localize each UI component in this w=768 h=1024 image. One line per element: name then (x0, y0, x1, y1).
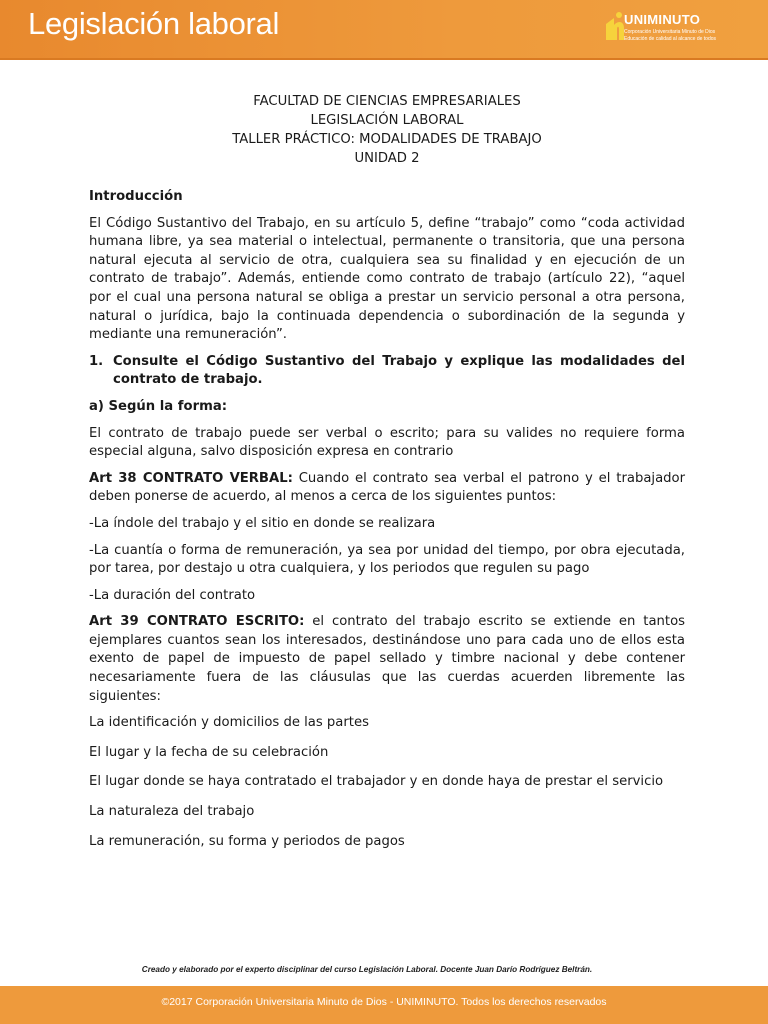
header-bar (0, 0, 768, 60)
intro-paragraph: El Código Sustantivo del Trabajo, en su artículo 5, define “trabajo” como “coda actividad humana libre, ya sea material o intelectual, permanente o transitoria, que una persona natural ejecuta al servicio de otra, cualquiera sea su finalidad y en ejecución de un contrato de trabajo”. Además, entiende como contrato de trabajo (artículo 22), “aquel por el cual una persona natural se obliga a prestar un servicio personal a otra persona, natural o jurídica, bajo la continuada dependencia o subordinación de la segunda y mediante una remuneración”. (89, 215, 685, 343)
verbal-point: -La índole del trabajo y el sitio en donde se realizara (89, 515, 436, 531)
intro-heading: Introducción (89, 189, 183, 204)
author-credit: Creado y elaborado por el experto disciplinar del curso Legislación Laboral. Docente Juan Darío Rodríguez Beltrán. (141, 965, 593, 974)
uniminuto-logo (602, 10, 742, 46)
title-workshop: TALLER PRÁCTICO: MODALIDADES DE TRABAJO (232, 132, 542, 147)
logo-name: UNIMINUTO (624, 12, 701, 27)
document-titles (89, 92, 685, 168)
art39-text: el contrato del trabajo escrito se extiende en tantos ejemplares cuantos sean los interesados, destinándose uno para cada uno de ellos esta exento de papel de impuesto de papel sellado y timbre nacional y debe contener necesariamente fuera de las cláusulas que las cuerdas acuerden libremente las siguientes: (89, 614, 686, 704)
footer-copyright: ©2017 Corporación Universitaria Minuto de Dios - UNIMINUTO. Todos los derechos reservados (161, 996, 607, 1008)
title-faculty: FACULTAD DE CIENCIAS EMPRESARIALES (253, 94, 521, 109)
title-course: LEGISLACIÓN LABORAL (310, 113, 464, 128)
written-point: El lugar donde se haya contratado el trabajador y en donde haya de prestar el servicio (89, 774, 664, 790)
art38-label: Art 38 CONTRATO VERBAL: (89, 470, 293, 486)
document-body (89, 92, 685, 862)
art38-paragraph (89, 470, 685, 507)
question-text: Consulte el Código Sustantivo del Trabajo y explique las modalidades del contrato de trabajo. (113, 353, 685, 388)
footer-bar (0, 986, 768, 1024)
art39-paragraph (89, 613, 685, 706)
written-point: La remuneración, su forma y periodos de pagos (89, 833, 405, 849)
art38-text: Cuando el contrato sea verbal el patrono y el trabajador deben ponerse de acuerdo, al menos a cerca de los siguientes puntos: (89, 470, 686, 505)
logo-subtitle: Corporación Universitaria Minuto de Dios (624, 29, 716, 35)
header-title: Legislación laboral (28, 6, 280, 41)
verbal-point: -La cuantía o forma de remuneración, ya sea por unidad del tiempo, por obra ejecutada, por tarea, por destajo u otra cualquiera, y los periodos que regulen su pago (89, 542, 685, 577)
question-item (89, 353, 685, 390)
written-points-list (89, 714, 685, 851)
question-number: 1. (89, 353, 104, 369)
written-point: La identificación y domicilios de las partes (89, 715, 369, 731)
subheading-forma: a) Según la forma: (89, 398, 227, 414)
logo-tagline: Educación de calidad al alcance de todos (624, 36, 717, 42)
written-point: La naturaleza del trabajo (89, 804, 255, 820)
art39-label: Art 39 CONTRATO ESCRITO: (89, 614, 305, 630)
written-point: El lugar y la fecha de su celebración (89, 744, 329, 760)
verbal-point: -La duración del contrato (89, 587, 256, 603)
forma-paragraph: El contrato de trabajo puede ser verbal o escrito; para su valides no requiere forma especial alguna, salvo disposición expresa en contrario (89, 425, 685, 460)
title-unit: UNIDAD 2 (354, 151, 420, 166)
